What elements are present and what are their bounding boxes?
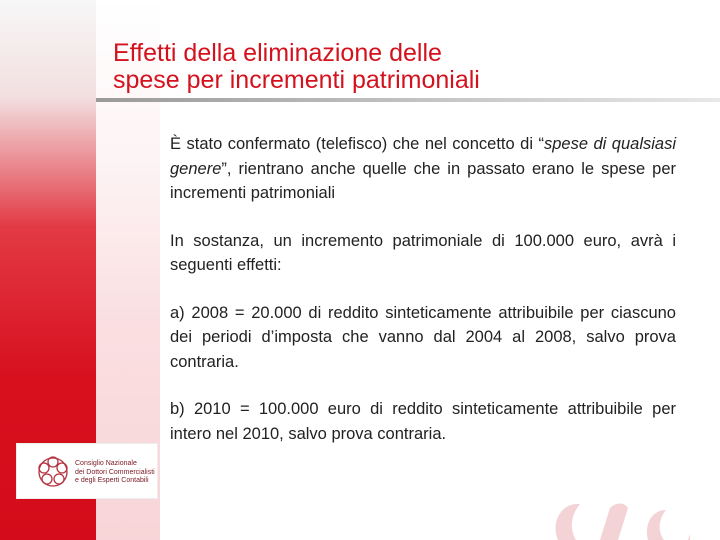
paragraph-1 — [170, 132, 676, 206]
logo-line-3: e degli Esperti Contabili — [75, 477, 149, 484]
paragraph-3: a) 2008 = 20.000 di reddito sinteticamente attribuibile per ciascuno dei periodi d’imposta che vanno dal 2004 al 2008, salvo prova contraria. — [170, 303, 676, 371]
logo-line-2: dei Dottori Commercialisti — [75, 468, 155, 476]
paragraph-1-text-end: ”, rientrano anche quelle che in passato erano le spese per incrementi patrimoniali — [170, 159, 676, 202]
slide-title — [113, 40, 703, 94]
paragraph-2: In sostanza, un incremento patrimoniale di 100.000 euro, avrà i seguenti effetti: — [170, 231, 676, 274]
paragraph-1-emphasis: spese di qualsiasi genere — [170, 135, 676, 178]
cndcec-logo-mark-icon — [35, 454, 71, 490]
organization-logo — [16, 443, 158, 499]
slide-title-line-2: spese per incrementi patrimoniali — [113, 66, 480, 94]
paragraph-4: b) 2010 = 100.000 euro di reddito sinteticamente attribuibile per intero nel 2010, salvo prova contraria. — [170, 400, 676, 443]
paragraph-1-text-start: È stato confermato (telefisco) che nel concetto di “ — [170, 135, 544, 153]
slide-body — [170, 132, 676, 469]
slide-title-line-1: Effetti della eliminazione delle — [113, 39, 442, 67]
title-underline-rule — [96, 98, 720, 102]
slide-edge-mask — [690, 440, 720, 540]
logo-caption — [75, 460, 159, 486]
logo-line-1: Consiglio Nazionale — [75, 460, 137, 467]
